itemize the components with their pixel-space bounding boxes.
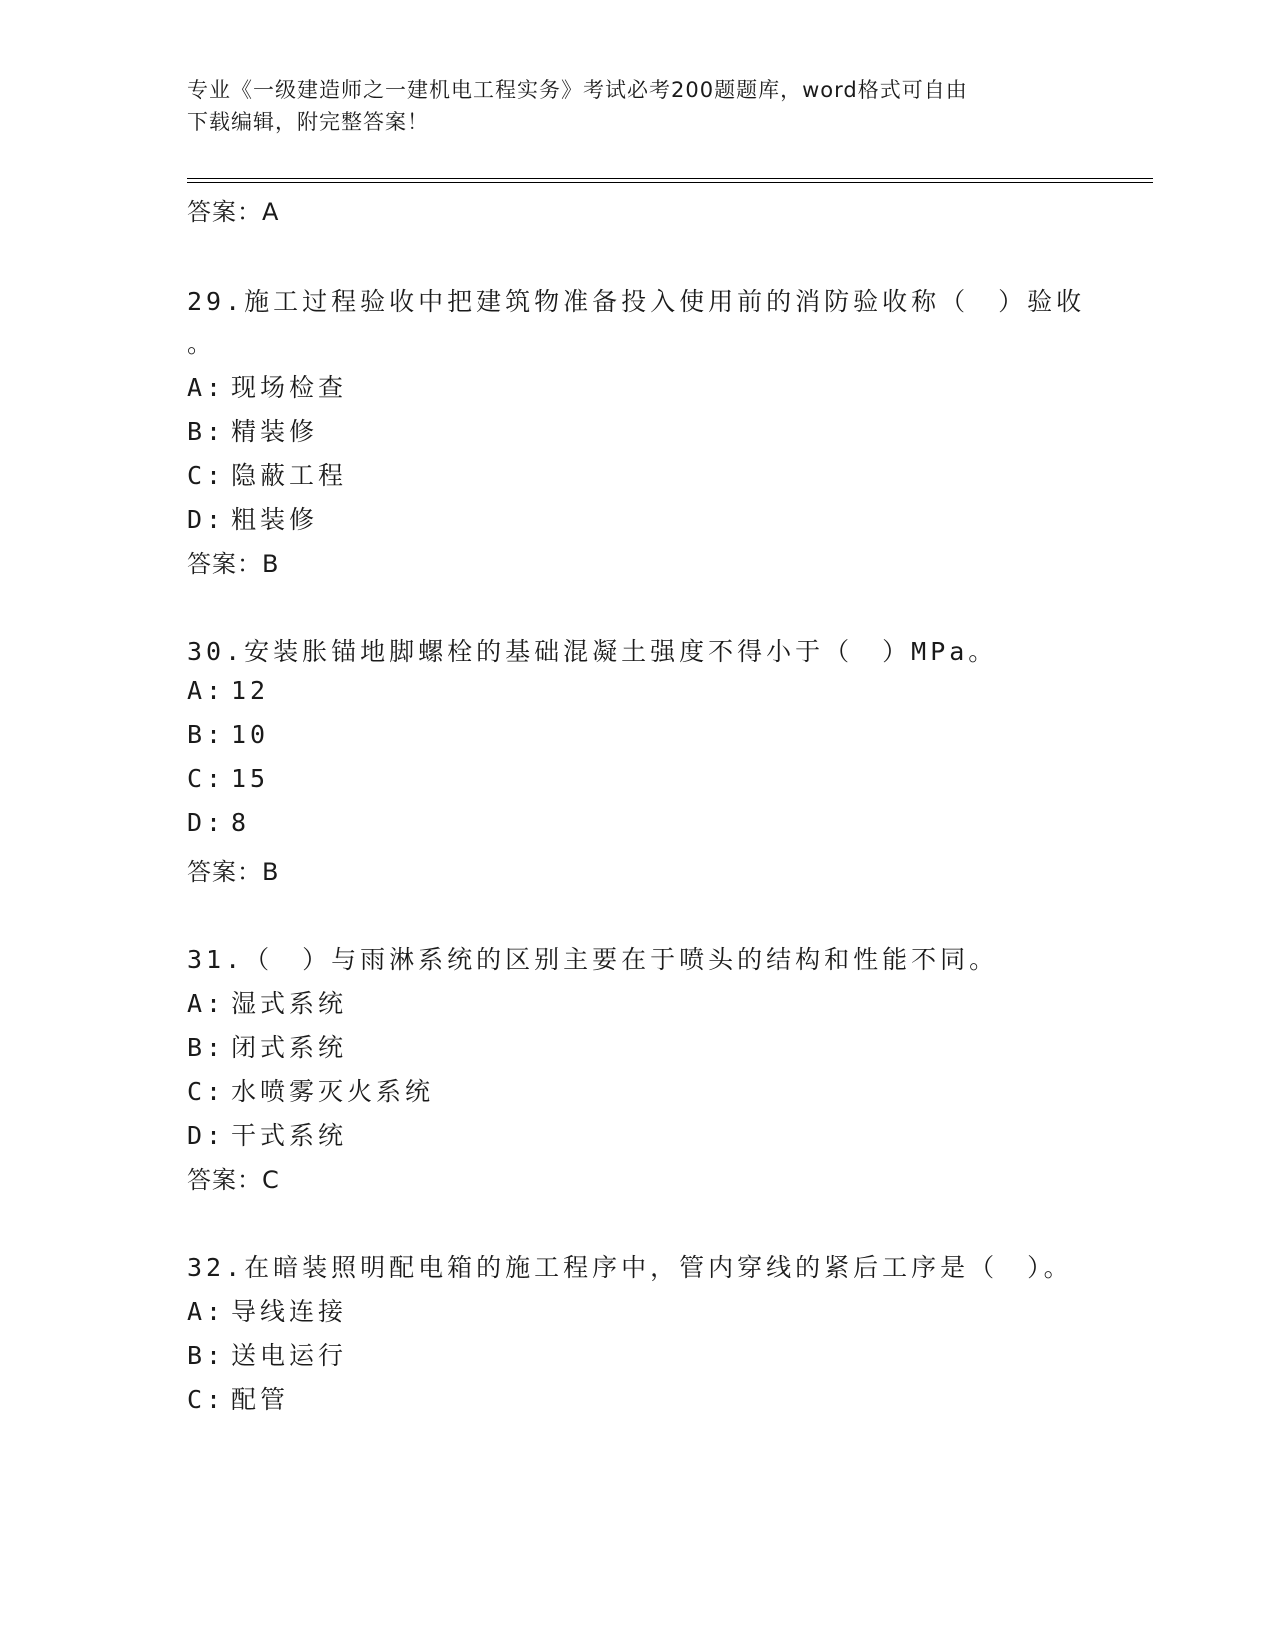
question-30-option-a	[187, 676, 269, 705]
question-32-text: 32.在暗装照明配电箱的施工程序中，管内穿线的紧后工序是（ ）。	[187, 1253, 1073, 1282]
option-text: 隐蔽工程	[231, 461, 348, 490]
question-30-option-b	[187, 720, 269, 749]
option-label: C:	[187, 1385, 226, 1414]
question-29-text: 29.施工过程验收中把建筑物准备投入使用前的消防验收称（ ）验收	[187, 287, 1086, 316]
option-label: C:	[187, 1077, 226, 1106]
answer-28: 答案：A	[187, 198, 280, 226]
question-29-option-c	[187, 456, 347, 492]
option-label: D:	[187, 505, 226, 534]
option-text: 送电运行	[231, 1341, 348, 1370]
option-label: B:	[187, 417, 226, 446]
question-29-option-d	[187, 500, 318, 536]
header-line-2: 下载编辑，附完整答案！	[187, 110, 429, 134]
header-rule-bottom	[187, 182, 1153, 183]
option-text: 15	[231, 764, 270, 793]
option-label: C:	[187, 764, 226, 793]
option-label: A:	[187, 989, 226, 1018]
question-32-option-c	[187, 1380, 289, 1416]
option-label: D:	[187, 1121, 226, 1150]
document-header	[187, 74, 1087, 138]
question-30-option-d	[187, 808, 250, 837]
option-text: 精装修	[231, 417, 319, 446]
header-line-1: 专业《一级建造师之一建机电工程实务》考试必考200题题库，word格式可自由	[187, 78, 968, 102]
question-29-option-b	[187, 412, 318, 448]
question-32-option-a	[187, 1292, 347, 1328]
question-29-option-a	[187, 368, 347, 404]
option-text: 12	[231, 676, 270, 705]
option-text: 10	[231, 720, 270, 749]
option-text: 水喷雾灭火系统	[231, 1077, 435, 1106]
option-label: A:	[187, 1297, 226, 1326]
option-label: A:	[187, 676, 226, 705]
option-text: 闭式系统	[231, 1033, 348, 1062]
option-label: B:	[187, 1341, 226, 1370]
answer-29: 答案：B	[187, 550, 280, 578]
option-label: B:	[187, 1033, 226, 1062]
question-29-continuation: 。	[187, 329, 217, 358]
option-label: B:	[187, 720, 226, 749]
option-text: 8	[231, 808, 251, 837]
option-text: 湿式系统	[231, 989, 348, 1018]
question-31-option-d	[187, 1116, 347, 1152]
answer-31: 答案：C	[187, 1166, 280, 1194]
question-31-option-c	[187, 1072, 434, 1108]
question-30-text: 30.安装胀锚地脚螺栓的基础混凝土强度不得小于（ ）MPa。	[187, 637, 998, 666]
option-text: 导线连接	[231, 1297, 348, 1326]
answer-30: 答案：B	[187, 858, 280, 886]
question-31-option-b	[187, 1028, 347, 1064]
option-text: 现场检查	[231, 373, 348, 402]
option-label: C:	[187, 461, 226, 490]
question-32-option-b	[187, 1336, 347, 1372]
question-30-option-c	[187, 764, 269, 793]
option-text: 干式系统	[231, 1121, 348, 1150]
option-label: D:	[187, 808, 226, 837]
question-31-option-a	[187, 984, 347, 1020]
header-rule-top	[187, 178, 1153, 179]
option-text: 粗装修	[231, 505, 319, 534]
option-text: 配管	[231, 1385, 290, 1414]
option-label: A:	[187, 373, 226, 402]
question-31-text: 31.（ ）与雨淋系统的区别主要在于喷头的结构和性能不同。	[187, 945, 999, 974]
